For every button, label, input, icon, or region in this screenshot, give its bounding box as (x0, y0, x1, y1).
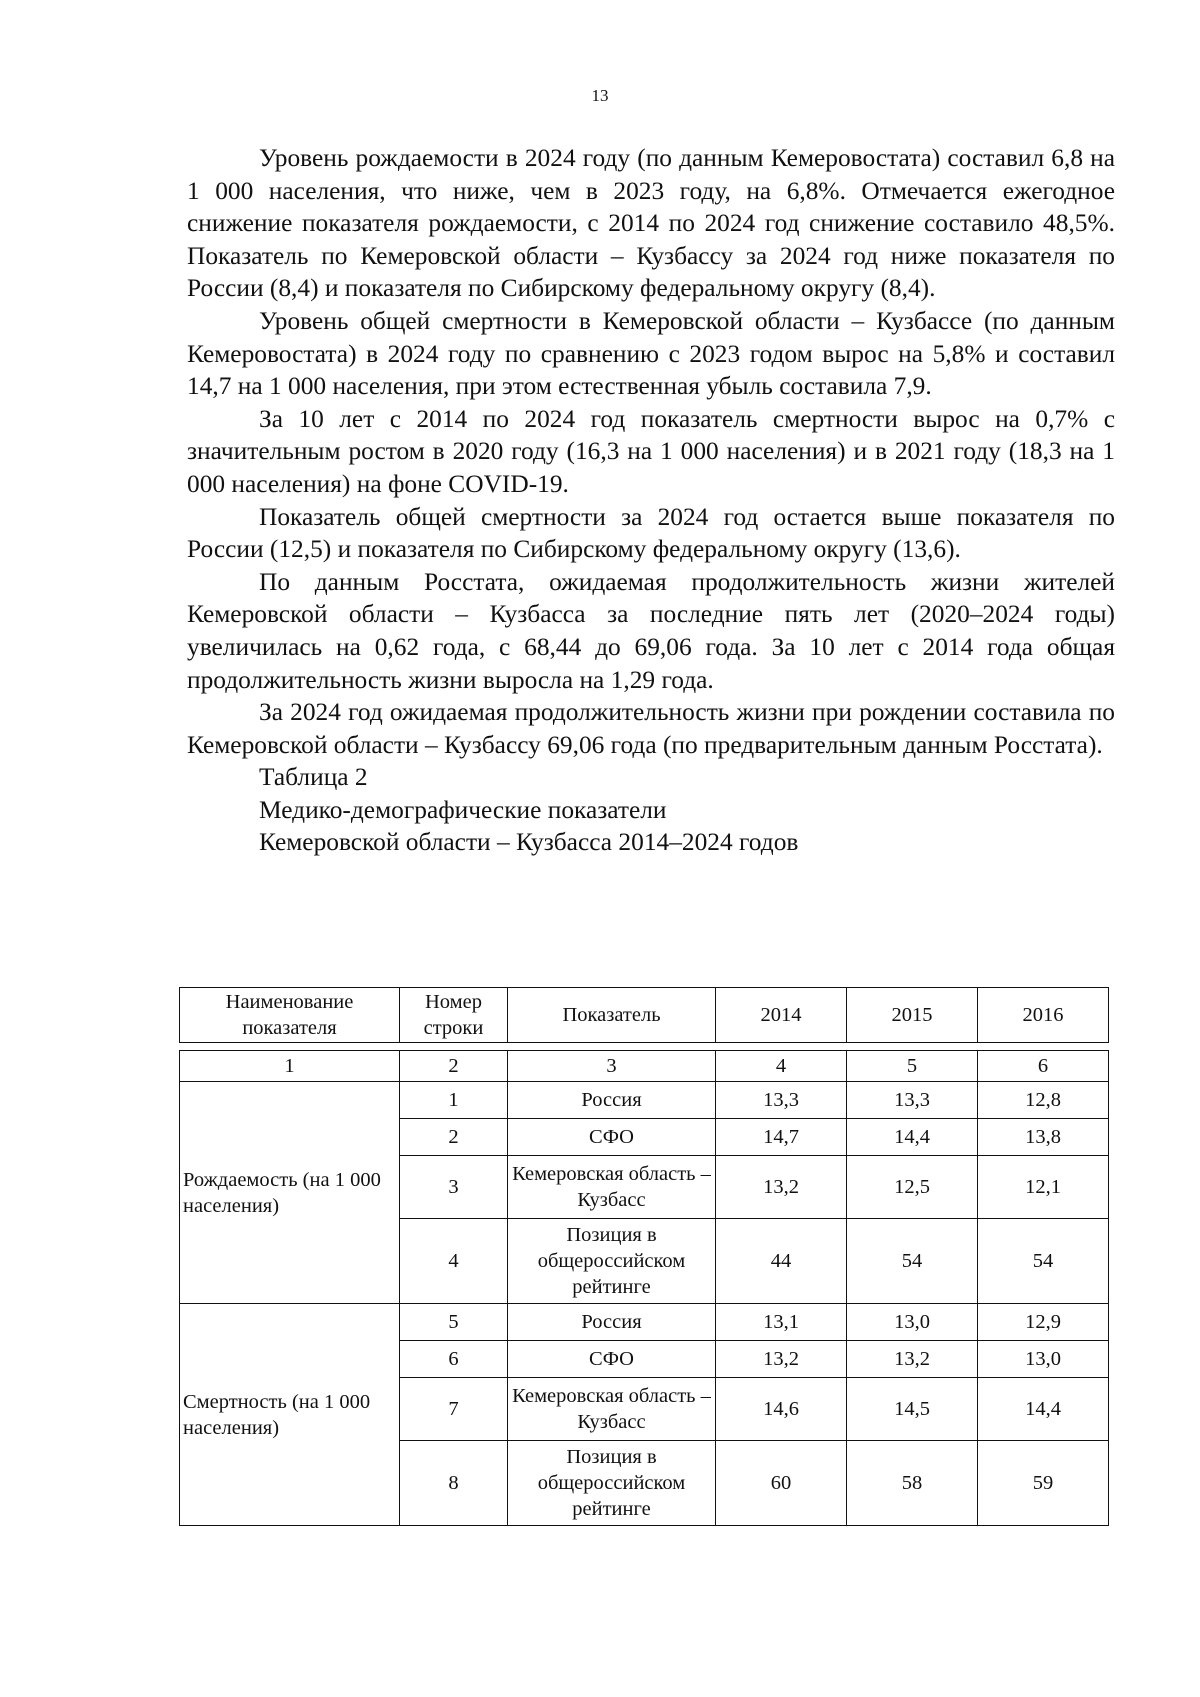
column-number: 3 (508, 1051, 716, 1082)
table-label: Таблица 2 (259, 763, 368, 792)
value-2016: 12,9 (978, 1304, 1109, 1341)
column-number: 6 (978, 1051, 1109, 1082)
value-2015: 13,3 (847, 1082, 978, 1119)
value-2014: 14,7 (716, 1119, 847, 1156)
indicator-cell: СФО (508, 1119, 716, 1156)
row-number: 2 (400, 1119, 508, 1156)
header-year-2016: 2016 (978, 988, 1109, 1043)
value-2015: 14,5 (847, 1378, 978, 1441)
value-2016: 12,8 (978, 1082, 1109, 1119)
header-year-2015: 2015 (847, 988, 978, 1043)
paragraph: Показатель общей смертности за 2024 год остается выше показателя по России (12,5) и показателя по Сибирскому федеральному округу (13,6). (187, 502, 1115, 564)
body-text (187, 142, 1115, 859)
column-number: 5 (847, 1051, 978, 1082)
value-2015: 13,0 (847, 1304, 978, 1341)
table-title-line-1: Медико-демографические показатели (259, 795, 667, 824)
row-number: 6 (400, 1341, 508, 1378)
header-indicator: Показатель (508, 988, 716, 1043)
row-number: 5 (400, 1304, 508, 1341)
data-table (179, 1050, 1109, 1526)
value-2015: 13,2 (847, 1341, 978, 1378)
paragraph: По данным Росстата, ожидаемая продолжительность жизни жителей Кемеровской области – Кузбасса за последние пять лет (2020–2024 годы) увеличилась на 0,62 года, с 68,44 до 69,06 года. За 10 лет с 2014 года общая продолжительность жизни выросла на 1,29 года. (187, 567, 1115, 694)
column-number: 1 (180, 1051, 400, 1082)
indicator-cell: Россия (508, 1304, 716, 1341)
row-number: 1 (400, 1082, 508, 1119)
value-2015: 12,5 (847, 1156, 978, 1219)
paragraph: За 2024 год ожидаемая продолжительность жизни при рождении составила по Кемеровской области – Кузбассу 69,06 года (по предварительным данным Росстата). (187, 698, 1115, 759)
value-2015: 14,4 (847, 1119, 978, 1156)
row-number: 4 (400, 1219, 508, 1304)
value-2014: 60 (716, 1441, 847, 1526)
value-2014: 44 (716, 1219, 847, 1304)
row-number: 7 (400, 1378, 508, 1441)
table-row (180, 1304, 1109, 1341)
table-title-line-2: Кемеровской области – Кузбасса 2014–2024 годов (259, 828, 799, 857)
page-number: 13 (591, 86, 609, 105)
value-2014: 13,3 (716, 1082, 847, 1119)
indicator-cell: Позиция в общероссийском рейтинге (508, 1219, 716, 1304)
value-2015: 54 (847, 1219, 978, 1304)
indicator-cell: СФО (508, 1341, 716, 1378)
column-number: 4 (716, 1051, 847, 1082)
value-2014: 14,6 (716, 1378, 847, 1441)
paragraph: Уровень рождаемости в 2024 году (по данным Кемеровостата) составил 6,8 на 1 000 населения, что ниже, чем в 2023 году, на 6,8%. Отмечается ежегодное снижение показателя рождаемости, с 2014 по 2024 год снижение составило 48,5%. Показатель по Кемеровской области – Кузбассу за 2024 год ниже показателя по России (8,4) и показателя по Сибирскому федеральному округу (8,4). (187, 144, 1115, 303)
indicator-cell: Кемеровская область – Кузбасс (508, 1378, 716, 1441)
value-2014: 13,1 (716, 1304, 847, 1341)
column-number: 2 (400, 1051, 508, 1082)
value-2016: 13,0 (978, 1341, 1109, 1378)
value-2014: 13,2 (716, 1156, 847, 1219)
header-year-2014: 2014 (716, 988, 847, 1043)
indicator-cell: Россия (508, 1082, 716, 1119)
value-2014: 13,2 (716, 1341, 847, 1378)
paragraph: За 10 лет с 2014 по 2024 год показатель смертности вырос на 0,7% с значительным ростом в 2020 году (16,3 на 1 000 населения) и в 2021 году (18,3 на 1 000 населения) на фоне COVID-19. (187, 404, 1115, 498)
value-2015: 58 (847, 1441, 978, 1526)
header-row-number: Номер строки (400, 988, 508, 1043)
row-number: 3 (400, 1156, 508, 1219)
table-row (180, 1082, 1109, 1119)
table-container (179, 987, 1108, 1526)
group-mortality: Смертность (на 1 000 населения) (180, 1304, 400, 1526)
row-number: 8 (400, 1441, 508, 1526)
value-2016: 14,4 (978, 1378, 1109, 1441)
value-2016: 54 (978, 1219, 1109, 1304)
value-2016: 59 (978, 1441, 1109, 1526)
value-2016: 13,8 (978, 1119, 1109, 1156)
paragraph: Уровень общей смертности в Кемеровской области – Кузбассе (по данным Кемеровостата) в 2024 году по сравнению с 2023 годом вырос на 5,8% и составил 14,7 на 1 000 населения, при этом естественная убыль составила 7,9. (187, 306, 1115, 401)
group-birth-rate: Рождаемость (на 1 000 населения) (180, 1082, 400, 1304)
indicator-cell: Позиция в общероссийском рейтинге (508, 1441, 716, 1526)
value-2016: 12,1 (978, 1156, 1109, 1219)
column-number-row (180, 1051, 1109, 1082)
header-indicator-name: Наименование показателя (180, 988, 400, 1043)
table-header (179, 987, 1109, 1043)
indicator-cell: Кемеровская область – Кузбасс (508, 1156, 716, 1219)
